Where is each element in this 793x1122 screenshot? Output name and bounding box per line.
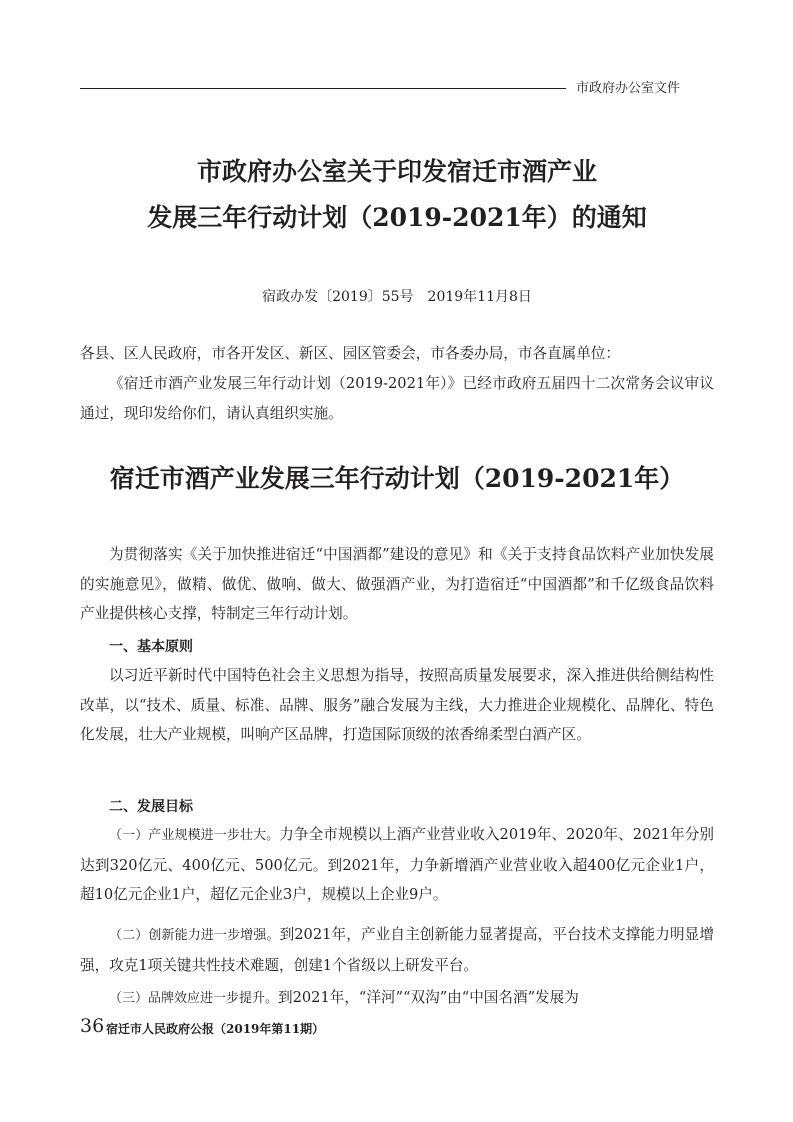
plan-intro: 为贯彻落实《关于加快推进宿迁“中国酒都”建设的意见》和《关于支持食品饮料产业加快发展的实施意见》，做精、做优、做响、做大、做强酒产业，为打造宿迁“中国酒都”和千亿级食品饮料产业提供核心支撑，特制定三年行动计划。 bbox=[80, 546, 714, 622]
goal-brand-body: 到2021年，“洋河”“双沟”由“中国名酒”发展为 bbox=[278, 989, 579, 1006]
plan-title: 宿迁市酒产业发展三年行动计划（2019-2021年） bbox=[109, 464, 685, 493]
goal-brand-lead: （三）品牌效应进一步提升。 bbox=[109, 991, 279, 1006]
document-number: 宿政办发〔2019〕55号 2019年11月8日 bbox=[262, 289, 532, 305]
header-rule bbox=[80, 88, 566, 89]
goal-scale bbox=[80, 820, 714, 910]
section-heading-goals: 二、发展目标 bbox=[109, 799, 193, 815]
goal-innovation bbox=[80, 920, 714, 980]
goal-scale-lead: （一）产业规模进一步壮大。 bbox=[109, 828, 280, 843]
principles-body: 以习近平新时代中国特色社会主义思想为指导，按照高质量发展要求，深入推进供给侧结构性改革，以“技术、质量、标准、品牌、服务”融合发展为主线，大力推进企业规模化、品牌化、特色化发展，壮大产业规模，叫响产区品牌，打造国际顶级的浓香绵柔型白酒产区。 bbox=[80, 667, 714, 743]
goal-innovation-body: 到2021年，产业自主创新能力显著提高，平台技术支撑能力明显增强，攻克1项关键共性技术难题，创建1个省级以上研发平台。 bbox=[80, 926, 714, 974]
notice-title-line-2: 发展三年行动计划（2019-2021年）的通知 bbox=[147, 203, 647, 232]
goal-innovation-lead: （二）创新能力进一步增强。 bbox=[109, 928, 280, 943]
section-heading-principles: 一、基本原则 bbox=[109, 639, 193, 655]
goal-brand bbox=[80, 983, 714, 1014]
running-header: 市政府办公室文件 bbox=[576, 81, 681, 96]
addressee: 各县、区人民政府，市各开发区、新区、园区管委会，市各委办局，市各直属单位： bbox=[80, 345, 620, 362]
notice-body: 《宿迁市酒产业发展三年行动计划（2019-2021年）》已经市政府五届四十二次常务会议审议通过，现印发给你们，请认真组织实施。 bbox=[80, 375, 714, 422]
page-number: 36 bbox=[80, 1015, 105, 1037]
notice-title-line-1: 市政府办公室关于印发宿迁市酒产业 bbox=[196, 157, 597, 186]
goal-scale-body: 力争全市规模以上酒产业营业收入2019年、2020年、2021年分别达到320亿元、400亿元、500亿元。到2021年，力争新增酒产业营业收入超400亿元企业1户，超10亿元企业1户，超亿元企业3户，规模以上企业9户。 bbox=[80, 826, 714, 903]
journal-title: 宿迁市人民政府公报（2019年第11期） bbox=[106, 1022, 325, 1036]
